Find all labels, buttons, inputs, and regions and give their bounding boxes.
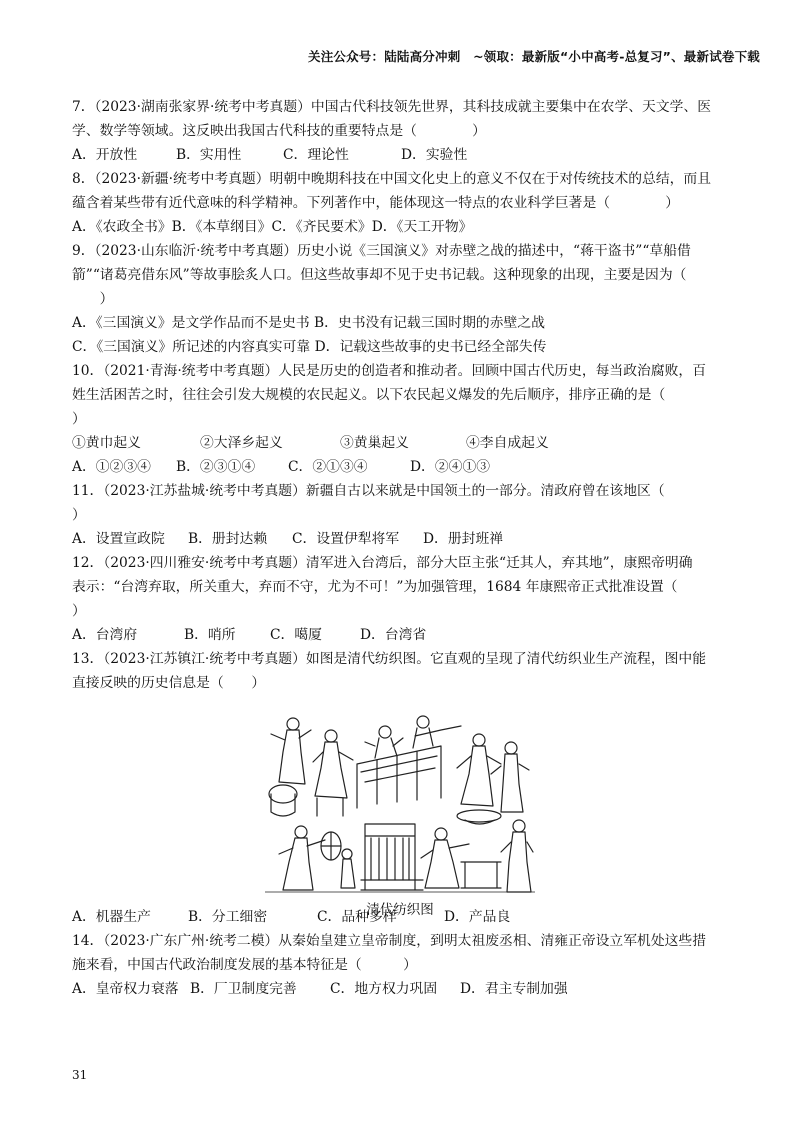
q14-option-d[interactable]: D．君主专制加强	[460, 981, 568, 997]
q14-option-c[interactable]: C．地方权力巩固	[330, 981, 438, 997]
q13-line2: 直接反映的历史信息是（ ）	[72, 675, 266, 691]
q7-option-d[interactable]: D．实验性	[401, 147, 468, 163]
q10-option-c[interactable]: C．②①③④	[288, 459, 368, 475]
q13-option-b[interactable]: B．分工细密	[188, 909, 268, 925]
q10-line1: 10．（2021·青海·统考中考真题）人民是历史的创造者和推动者。回顾中国古代历史，每当政治腐败，百	[72, 363, 707, 379]
q12-line2: 表示：“台湾弃取，所关重大，弃而不守，尤为不可！”为加强管理，1684 年康熙帝正式批准设置（	[72, 579, 678, 595]
q10-item-4: ④李自成起义	[466, 435, 549, 451]
q14-line1: 14．（2023·广东广州·统考二模）从秦始皇建立皇帝制度，到明太祖废丞相、清雍正帝设立军机处这些措	[72, 933, 707, 949]
q8-options[interactable]: A．《农政全书》B．《本草纲目》C．《齐民要术》D．《天工开物》	[72, 219, 473, 235]
q9-options-cd[interactable]: C．《三国演义》所记述的内容真实可靠 D．记载这些故事的史书已经全部失传	[72, 339, 547, 355]
q14-option-a[interactable]: A．皇帝权力衰落	[72, 981, 179, 997]
q13-line1: 13．（2023·江苏镇江·统考中考真题）如图是清代纺织图。它直观的呈现了清代纺织业生产流程，图中能	[72, 651, 707, 667]
q7-option-a[interactable]: A．开放性	[72, 147, 138, 163]
q12-option-c[interactable]: C．噶厦	[270, 627, 322, 643]
q10-line2: 姓生活困苦之时，往往会引发大规模的农民起义。以下农民起义爆发的先后顺序，排序正确的是（	[72, 387, 666, 403]
q7-option-c[interactable]: C．理论性	[283, 147, 349, 163]
q12-line1: 12．（2023·四川雅安·统考中考真题）清军进入台湾后，部分大臣主张“迁其人，弃其地”，康熙帝明确	[72, 555, 693, 571]
q12-line3: ）	[72, 603, 86, 619]
q11-options	[72, 527, 728, 551]
q11-option-d[interactable]: D．册封班禅	[423, 531, 504, 547]
q8-line1: 8．（2023·新疆·统考中考真题）明朝中晚期科技在中国文化史上的意义不仅在于对传统技术的总结，而且	[72, 171, 712, 187]
q12-option-a[interactable]: A．台湾府	[72, 627, 138, 643]
q14-options	[72, 977, 728, 1001]
q14-option-b[interactable]: B．厂卫制度完善	[190, 981, 297, 997]
q10-item-1: ①黄巾起义	[72, 435, 141, 451]
q11-line2: ）	[72, 507, 86, 523]
q7-option-b[interactable]: B．实用性	[176, 147, 242, 163]
q13-option-d[interactable]: D．产品良	[444, 909, 511, 925]
q9-line2: 箭”“诸葛亮借东风”等故事脍炙人口。但这些故事却不见于史书记载。这种现象的出现，主要是因为（	[72, 267, 687, 283]
q14-line2: 施来看，中国古代政治制度发展的基本特征是（ ）	[72, 957, 417, 973]
q10-options	[72, 455, 728, 479]
q13-option-c[interactable]: C．品种多样	[317, 909, 397, 925]
q11-option-b[interactable]: B．册封达赖	[188, 531, 268, 547]
q9-line1: 9．（2023·山东临沂·统考中考真题）历史小说《三国演义》对赤壁之战的描述中，“蒋干盗书”“草船借	[72, 243, 691, 259]
q10-option-d[interactable]: D．②④①③	[410, 459, 491, 475]
q11-option-a[interactable]: A．设置宣政院	[72, 531, 165, 547]
q12-option-b[interactable]: B．哨所	[184, 627, 236, 643]
q11-option-c[interactable]: C．设置伊犁将军	[292, 531, 400, 547]
q12-options	[72, 623, 728, 647]
q8-line2: 蕴含着某些带有近代意味的科学精神。下列著作中，能体现这一特点的农业科学巨著是（ ）	[72, 195, 680, 211]
q10-line3: ）	[72, 411, 86, 427]
textile-drawing	[265, 712, 535, 894]
q10-item-3: ③黄巢起义	[340, 435, 409, 451]
q10-item-2: ②大泽乡起义	[200, 435, 283, 451]
q10-items	[72, 431, 728, 455]
qing-textile-illustration	[265, 712, 535, 922]
page-number: 31	[72, 1068, 88, 1082]
q9-options-ab[interactable]: A．《三国演义》是文学作品而不是史书 B．史书没有记载三国时期的赤壁之战	[72, 315, 545, 331]
q7-options	[72, 143, 728, 167]
page-header: 关注公众号：陆陆高分冲刺 ~领取：最新版“小中高考-总复习”、最新试卷下载	[308, 49, 760, 64]
q12-option-d[interactable]: D．台湾省	[360, 627, 427, 643]
q7-line1: 7．（2023·湖南张家界·统考中考真题）中国古代科技领先世界，其科技成就主要集中在农学、天文学、医	[72, 99, 712, 115]
figure-caption: 清代纺织图	[366, 902, 434, 918]
q11-line1: 11．（2023·江苏盐城·统考中考真题）新疆自古以来就是中国领土的一部分。清政府曾在该地区（	[72, 483, 665, 499]
q9-line3: ）	[72, 291, 114, 307]
q13-option-a[interactable]: A．机器生产	[72, 909, 151, 925]
q7-line2: 学、数学等领域。这反映出我国古代科技的重要特点是（ ）	[72, 123, 486, 139]
q10-option-b[interactable]: B．②③①④	[176, 459, 256, 475]
q10-option-a[interactable]: A．①②③④	[72, 459, 151, 475]
